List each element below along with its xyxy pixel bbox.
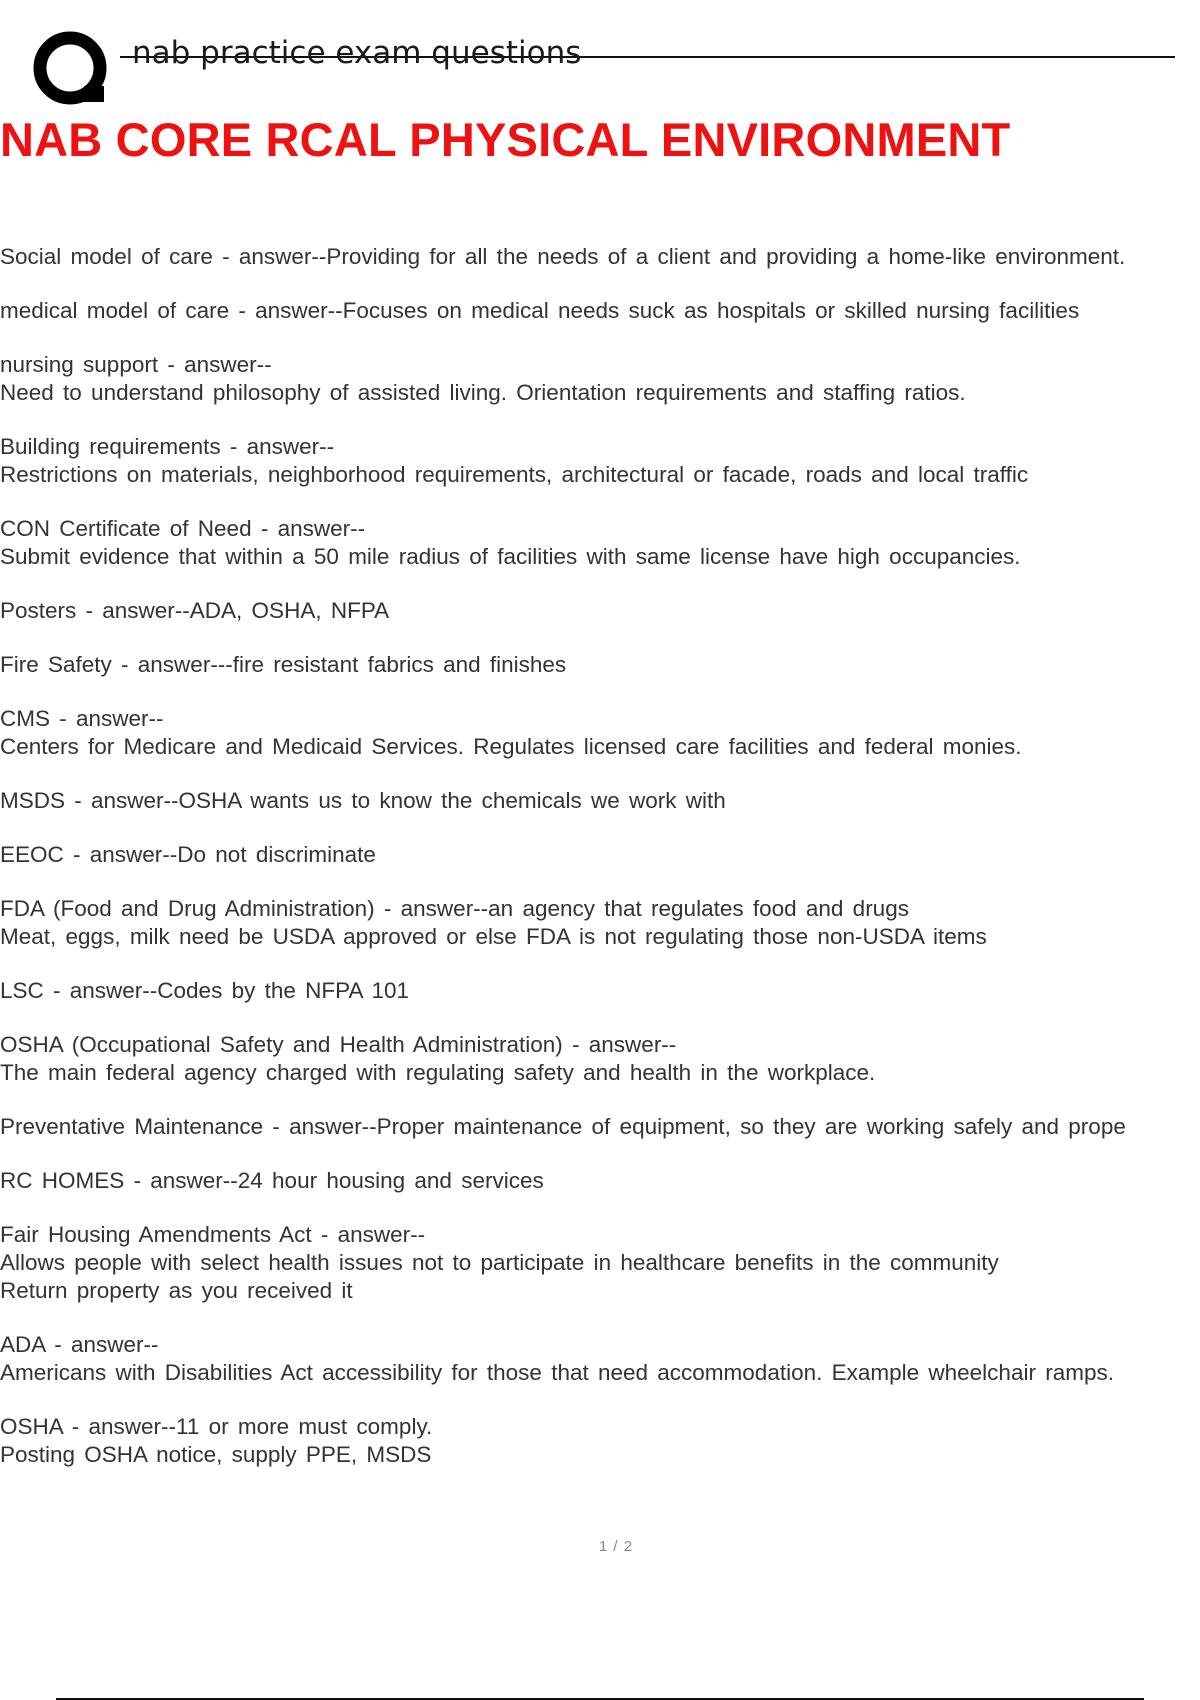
page-heading: NAB CORE RCAL PHYSICAL ENVIRONMENT	[0, 113, 1011, 166]
qa-line: Need to understand philosophy of assisted living. Orientation requirements and staffing ratios.	[0, 380, 966, 405]
qa-line: OSHA (Occupational Safety and Health Administration) - answer--	[0, 1032, 677, 1057]
qa-item	[0, 787, 1200, 815]
qa-line: Posters - answer--ADA, OSHA, NFPA	[0, 598, 390, 623]
qa-item	[0, 243, 1200, 271]
qa-line: CMS - answer--	[0, 706, 164, 731]
qa-line: Return property as you received it	[0, 1278, 353, 1303]
qa-line: Meat, eggs, milk need be USDA approved or else FDA is not regulating those non-USDA items	[0, 924, 987, 949]
qa-line: Restrictions on materials, neighborhood requirements, architectural or facade, roads and local traffic	[0, 462, 1029, 487]
qa-item	[0, 977, 1200, 1005]
qa-line: CON Certificate of Need - answer--	[0, 516, 366, 541]
qa-line: Building requirements - answer--	[0, 434, 335, 459]
qa-line: FDA (Food and Drug Administration) - answer--an agency that regulates food and drugs	[0, 896, 909, 921]
qa-item	[0, 515, 1200, 571]
qa-item	[0, 705, 1200, 761]
qa-line: Posting OSHA notice, supply PPE, MSDS	[0, 1442, 432, 1467]
qa-line: Fair Housing Amendments Act - answer--	[0, 1222, 426, 1247]
qa-list	[0, 243, 1200, 1495]
qa-line: MSDS - answer--OSHA wants us to know the chemicals we work with	[0, 788, 726, 813]
qa-item	[0, 433, 1200, 489]
qa-line: Fire Safety - answer---fire resistant fabrics and finishes	[0, 652, 567, 677]
qa-line: Centers for Medicare and Medicaid Services. Regulates licensed care facilities and federal monies.	[0, 734, 1022, 759]
qa-item	[0, 895, 1200, 951]
qa-line: The main federal agency charged with regulating safety and health in the workplace.	[0, 1060, 876, 1085]
qa-item	[0, 841, 1200, 869]
qa-line: Social model of care - answer--Providing for all the needs of a client and providing a home-like environment.	[0, 244, 1126, 269]
qa-line: OSHA - answer--11 or more must comply.	[0, 1414, 433, 1439]
qa-item	[0, 1331, 1200, 1387]
qa-item	[0, 1113, 1200, 1141]
qa-item	[0, 1413, 1200, 1469]
q-logo-icon	[32, 30, 112, 110]
qa-line: LSC - answer--Codes by the NFPA 101	[0, 978, 410, 1003]
document-title: nab practice exam questions	[132, 35, 582, 71]
qa-line: nursing support - answer--	[0, 352, 272, 377]
qa-item	[0, 351, 1200, 407]
page-number: 1 / 2	[598, 1538, 634, 1555]
qa-line: Americans with Disabilities Act accessibility for those that need accommodation. Example wheelchair ramps.	[0, 1360, 1114, 1385]
qa-item	[0, 297, 1200, 325]
qa-line: RC HOMES - answer--24 hour housing and services	[0, 1168, 544, 1193]
qa-line: EEOC - answer--Do not discriminate	[0, 842, 376, 867]
qa-line: Preventative Maintenance - answer--Proper maintenance of equipment, so they are working safely and prope	[0, 1114, 1126, 1139]
qa-item	[0, 1167, 1200, 1195]
qa-line: ADA - answer--	[0, 1332, 159, 1357]
qa-item	[0, 651, 1200, 679]
qa-item	[0, 597, 1200, 625]
qa-line: medical model of care - answer--Focuses on medical needs suck as hospitals or skilled nursing facilities	[0, 298, 1080, 323]
qa-item	[0, 1221, 1200, 1305]
qa-line: Allows people with select health issues not to participate in healthcare benefits in the community	[0, 1250, 999, 1275]
document-header	[32, 30, 1142, 110]
qa-line: Submit evidence that within a 50 mile radius of facilities with same license have high occupancies.	[0, 544, 1021, 569]
qa-item	[0, 1031, 1200, 1087]
